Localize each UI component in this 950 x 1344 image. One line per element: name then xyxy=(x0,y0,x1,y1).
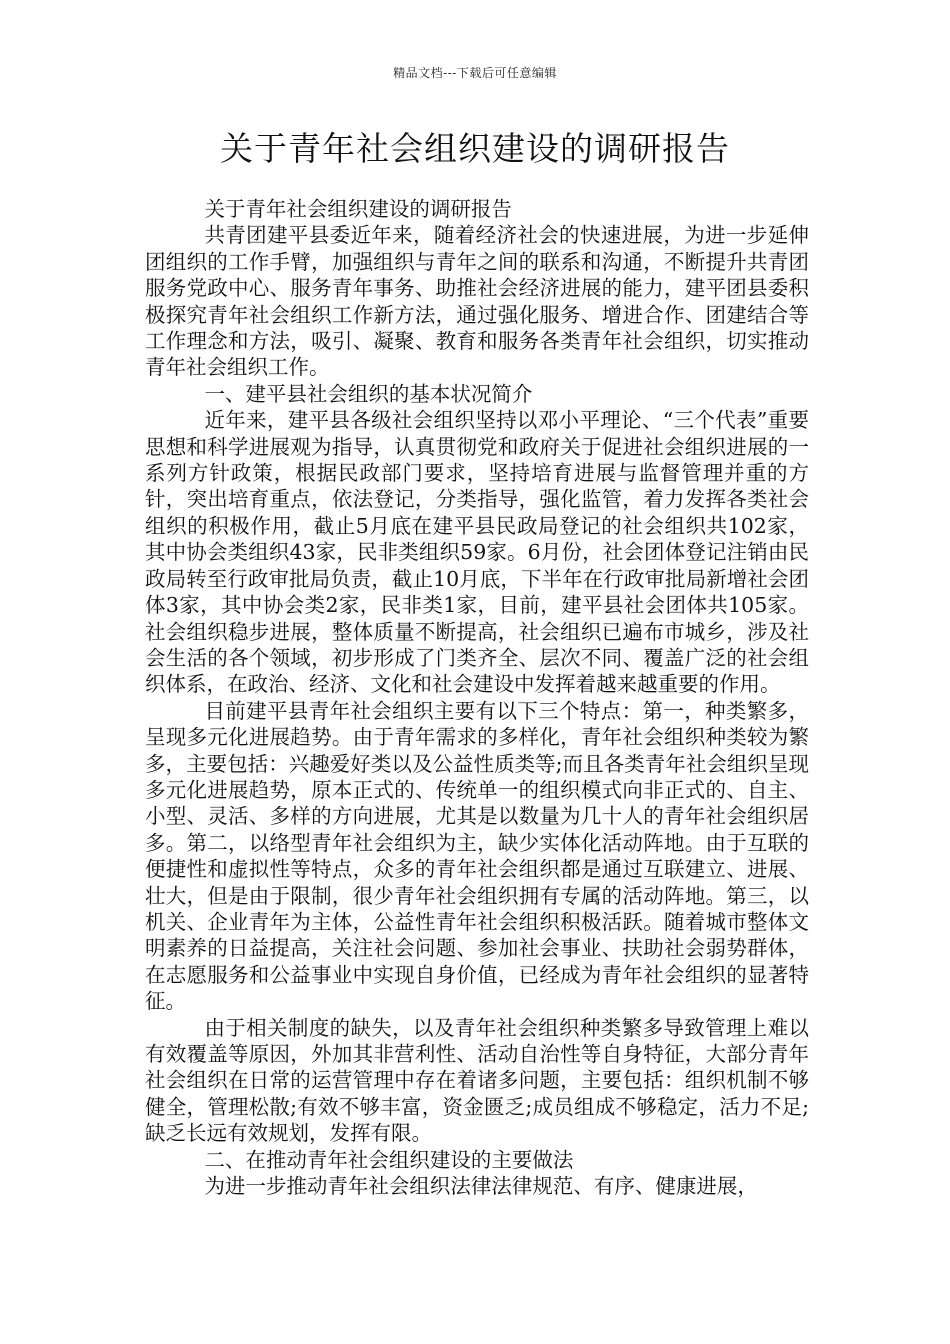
body-paragraph: 目前建平县青年社会组织主要有以下三个特点：第一，种类繁多，呈现多元化进展趋势。由于青年需求的多样化，青年社会组织种类较为繁多，主要包括：兴趣爱好类以及公益性质类等;而且各类青年社会组织呈现多元化进展趋势，原本正式的、传统单一的组织模式向非正式的、自主、小型、灵活、多样的方向进展，尤其是以数量为几十人的青年社会组织居多。第二，以络型青年社会组织为主，缺少实体化活动阵地。由于互联的便捷性和虚拟性等特点，众多的青年社会组织都是通过互联建立、进展、壮大，但是由于限制，很少青年社会组织拥有专属的活动阵地。第三，以机关、企业青年为主体，公益性青年社会组织积极活跃。随着城市整体文明素养的日益提高，关注社会问题、参加社会事业、扶助社会弱势群体，在志愿服务和公益事业中实现自身价值，已经成为青年社会组织的显著特征。 xyxy=(145,698,809,1014)
body-paragraph: 为进一步推动青年社会组织法律法律规范、有序、健康进展， xyxy=(204,1174,758,1199)
body-paragraph: 由于相关制度的缺失，以及青年社会组织种类繁多导致管理上难以有效覆盖等原因，外加其非营利性、活动自治性等自身特征，大部分青年社会组织在日常的运营管理中存在着诸多问题，主要包括：组织机制不够健全，管理松散;有效不够丰富，资金匮乏;成员组成不够稳定，活力不足;缺乏长远有效规划，发挥有限。 xyxy=(145,1015,809,1146)
body-paragraph: 近年来，建平县各级社会组织坚持以邓小平理论、“三个代表”重要思想和科学进展观为指导，认真贯彻党和政府关于促进社会组织进展的一系列方针政策，根据民政部门要求，坚持培育进展与监督管理并重的方针，突出培育重点，依法登记，分类指导，强化监管，着力发挥各类社会组织的积极作用，截止5月底在建平县民政局登记的社会组织共102家，其中协会类组织43家，民非类组织59家。6月份，社会团体登记注销由民政局转至行政审批局负责，截止10月底，下半年在行政审批局新增社会团体3家，其中协会类2家，民非类1家，目前，建平县社会团体共105家。社会组织稳步进展，整体质量不断提高，社会组织已遍布市城乡，涉及社会生活的各个领域，初步形成了门类齐全、层次不同、覆盖广泛的社会组织体系，在政治、经济、文化和社会建设中发挥着越来越重要的作用。 xyxy=(145,408,809,697)
document-body xyxy=(145,196,809,1199)
header-note: 精品文档---下载后可任意编辑 xyxy=(393,66,557,80)
subtitle-paragraph: 关于青年社会组织建设的调研报告 xyxy=(204,197,512,221)
intro-paragraph: 共青团建平县委近年来，随着经济社会的快速进展，为进一步延伸团组织的工作手臂，加强组织与青年之间的联系和沟通，不断提升共青团服务党政中心、服务青年事务、助推社会经济进展的能力，建平团县委积极探究青年社会组织工作新方法，通过强化服务、增进合作、团建结合等工作理念和方法，吸引、凝聚、教育和服务各类青年社会组织，切实推动青年社会组织工作。 xyxy=(145,223,809,380)
section-heading-2: 二、在推动青年社会组织建设的主要做法 xyxy=(204,1147,574,1172)
document-title: 关于青年社会组织建设的调研报告 xyxy=(220,129,730,168)
section-heading-1: 一、建平县社会组织的基本状况简介 xyxy=(204,381,533,406)
